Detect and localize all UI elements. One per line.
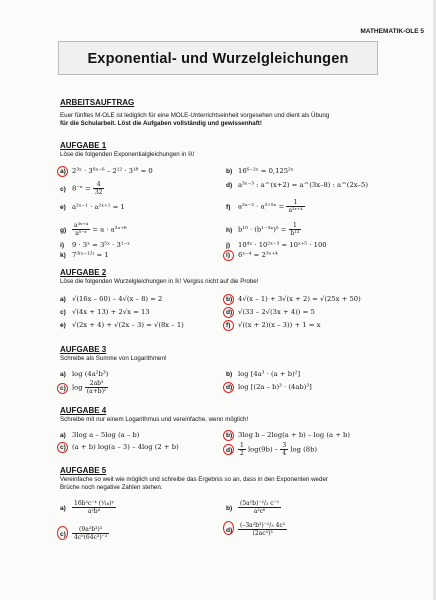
aufgabe2-d <box>226 308 315 316</box>
equation: 10⁴ˣ · 10²ˣ⁻³ = 10ˣ⁺⁵ · 100 <box>238 241 327 249</box>
circle-mark <box>223 320 234 331</box>
aufgabe4-instruction: Schreibe mit nur einem Logarithmus und vereinfache, wenn möglich! <box>60 416 249 423</box>
item-label: a) <box>60 432 66 439</box>
aufgabe2-f <box>226 321 320 329</box>
aufgabe1-a <box>60 167 153 175</box>
aufgabe4-a <box>60 431 139 439</box>
item-label: a) <box>60 371 66 378</box>
aufgabe1-f <box>226 199 305 214</box>
aufgabe4-c <box>60 443 179 451</box>
aufgabe2-c <box>60 308 150 316</box>
item-label: d) <box>226 182 233 189</box>
numerator: (5a²b)⁻²/₃ c⁻¹ <box>240 500 280 507</box>
denominator: a⁵⁻ˣ <box>75 230 87 237</box>
fraction <box>289 222 302 237</box>
fraction <box>85 380 109 395</box>
aufgabe1-instruction: Löse die folgenden Exponentialgleichungen in ℝ! <box>60 151 195 158</box>
circle-mark <box>223 382 234 393</box>
aufgabe1-g <box>60 222 127 237</box>
expression-left: log <box>72 383 83 392</box>
circle-mark <box>57 166 68 177</box>
aufgabe3-heading: AUFGABE 3 <box>60 345 107 354</box>
circle-mark <box>57 383 68 394</box>
aufgabe5-d <box>226 522 287 537</box>
aufgabe1-j <box>226 241 327 249</box>
denominator: 2 <box>240 450 244 457</box>
item-label: c) <box>60 309 66 316</box>
item-label: i) <box>60 242 65 249</box>
circle-mark <box>223 521 234 535</box>
header-course-label: MATHEMATIK-OLE 5 <box>360 28 424 35</box>
fraction <box>280 442 288 457</box>
equation: √(4x + 13) + 2√x = 13 <box>72 308 150 316</box>
aufgabe5-heading: AUFGABE 5 <box>60 466 107 475</box>
fraction <box>286 199 304 214</box>
aufgabe2-a <box>60 295 162 303</box>
aufgabe1-i <box>60 241 130 249</box>
arbeitsauftrag-line-2: für die Schularbeit. Löst die Aufgaben vollständig und gewissenhaft! <box>60 120 262 127</box>
denominator: 4 <box>282 450 287 457</box>
aufgabe2-e <box>60 321 184 329</box>
equation-left: 8⁻ˣ = <box>72 184 91 193</box>
equation: 7³⁽ˣ⁻¹²⁾ = 1 <box>72 251 109 259</box>
item-label: g) <box>60 226 67 234</box>
item-label: e) <box>60 322 66 329</box>
equation: √((x + 2)(x – 3)) + 1 = x <box>238 321 321 329</box>
item-label: c) <box>60 384 66 392</box>
denominator: 4c⁵(64c³)⁻² <box>74 534 108 541</box>
numerator: a³ˣ⁺⁴ <box>74 222 89 229</box>
circle-mark <box>223 307 234 318</box>
circle-mark <box>223 444 234 455</box>
denominator: b¹³ <box>290 230 300 237</box>
aufgabe5-instruction-1: Vereinfache so weit wie möglich und schreibe das Ergebnis so an, dass in den Exponenten weder <box>60 476 328 483</box>
denominator: a²ˣ⁺⁴ <box>288 207 303 214</box>
equation: √(2x + 4) + √(2x – 3) = √(8x – 1) <box>72 321 184 329</box>
numerator: 3 <box>282 442 287 449</box>
numerator: 16b²c⁻⁴ (¹⁄₁₆)ᵞ <box>74 500 114 507</box>
numerator: 1 <box>289 222 302 230</box>
aufgabe4-d <box>226 442 317 457</box>
equation-left: b¹⁰ · (b¹⁻³ˣ)⁵ = <box>238 225 287 234</box>
denominator: (2ac³)³ <box>252 530 273 537</box>
expression: 3log b – 2log(a + b) – log (a + b) <box>238 431 351 439</box>
numerator: 4 <box>93 181 105 189</box>
equation-left: a²ˣ⁻² · a³⁺⁵ˣ = <box>238 202 285 211</box>
expression: log [4a³ · (a + b)²] <box>238 370 301 378</box>
aufgabe1-c <box>60 181 104 196</box>
aufgabe4-heading: AUFGABE 4 <box>60 406 107 415</box>
fraction <box>72 222 90 237</box>
item-label: d) <box>226 526 233 534</box>
fraction <box>72 500 116 515</box>
arbeitsauftrag-line-1: Euer fünftes M-OLE ist lediglich für eine MOLE-Unterrichtseinheit vorgesehen und dient als Übung <box>60 112 330 119</box>
equation: √(16x – 60) – 4√(x – 8) = 2 <box>72 295 163 303</box>
item-label: k) <box>60 252 66 259</box>
numerator: 1 <box>286 199 304 207</box>
denominator: 32 <box>94 189 103 196</box>
item-label: b) <box>226 371 233 378</box>
aufgabe3-a <box>60 370 108 378</box>
aufgabe2-b <box>226 295 361 303</box>
equation: 4√(x – 1) + 3√(x + 2) = √(25x + 50) <box>238 295 361 303</box>
title-box <box>58 41 378 75</box>
aufgabe1-d <box>226 181 368 189</box>
expression-middle: log(9b) – <box>248 445 279 454</box>
item-label: f) <box>226 322 231 329</box>
fraction <box>93 181 105 196</box>
numerator: (9a²b³)³ <box>72 526 109 534</box>
numerator: 2ab³ <box>85 380 109 388</box>
denominator: a²b⁴ <box>87 508 101 515</box>
numerator: 1 <box>240 442 244 449</box>
equation: a³ˣ⁻³ : a^(x+2) = a^(3x–8) : a^(2x–5) <box>238 181 368 189</box>
aufgabe3-d <box>226 383 312 391</box>
expression-right: log (8b) <box>290 445 318 454</box>
item-label: d) <box>226 446 233 454</box>
equation: √(33 – 2√(3x + 4)) = 5 <box>238 308 315 316</box>
item-label: b) <box>226 432 233 439</box>
aufgabe1-e <box>60 203 125 211</box>
aufgabe1-heading: AUFGABE 1 <box>60 141 107 150</box>
page-title: Exponential- und Wurzelgleichungen <box>87 51 349 67</box>
item-label: a) <box>60 296 66 303</box>
circle-mark <box>57 526 68 540</box>
aufgabe5-instruction-2: Brüche noch negative Zahlen stehen. <box>60 484 163 491</box>
aufgabe1-h <box>226 222 301 237</box>
fraction <box>238 522 287 537</box>
arbeitsauftrag-heading: ARBEITSAUFTRAG <box>60 98 135 107</box>
circle-mark <box>223 430 234 441</box>
aufgabe2-heading: AUFGABE 2 <box>60 268 107 277</box>
aufgabe5-a <box>60 500 116 515</box>
denominator: a²c⁶ <box>253 508 266 515</box>
item-label: c) <box>60 444 66 451</box>
equation-right: = a · a²ˣ⁺⁶ <box>92 225 127 234</box>
item-label: b) <box>226 168 233 175</box>
equation: 16⁶⁻²ˣ = 0,125²ˣ <box>238 167 294 175</box>
expression: log [(2a – b)³ · (4ab)³] <box>238 383 312 391</box>
fraction <box>238 500 281 515</box>
item-label: d) <box>226 309 233 316</box>
aufgabe3-instruction: Schreibe als Summe von Logarithmen! <box>60 355 167 362</box>
numerator: (–3a²b³)⁻²/₃ 4c² <box>240 522 286 529</box>
circle-mark <box>223 250 234 261</box>
item-label: d) <box>226 384 233 391</box>
fraction <box>72 526 109 541</box>
aufgabe4-b <box>226 431 350 439</box>
fraction <box>238 442 246 457</box>
item-label: c) <box>60 530 66 538</box>
aufgabe5-b <box>226 500 281 515</box>
item-label: a) <box>60 168 66 175</box>
item-label: a) <box>60 504 66 512</box>
circle-mark <box>57 442 68 453</box>
aufgabe3-b <box>226 370 300 378</box>
equation: 2³ˣ · 3⁶ˣ⁻⁶ – 2¹² · 3¹⁸ = 0 <box>72 167 153 175</box>
item-label: j) <box>226 242 231 249</box>
equation: 9 · 3ˣ = 3⁵ˣ · 3¹⁻ˣ <box>72 241 130 249</box>
aufgabe2-instruction: Löse die folgenden Wurzelgleichungen in ℝ! Vergiss nicht auf die Probe! <box>60 278 259 285</box>
item-label: e) <box>60 204 66 211</box>
expression: (a + b) log(a – 3) – 4log (2 + b) <box>72 443 179 451</box>
item-label: b) <box>226 296 233 303</box>
expression: 3log a – 5log (a – b) <box>72 431 140 439</box>
expression: log (4a²b³) <box>72 370 109 378</box>
item-label: c) <box>60 185 66 193</box>
item-label: f) <box>226 203 231 211</box>
equation: 6ˣ⁻⁴ = 2³ˣ⁺⁴ <box>238 251 278 259</box>
item-label: l) <box>226 252 231 259</box>
equation: a²ˣ⁻¹ · a²ˣ⁺¹ = 1 <box>72 203 125 211</box>
aufgabe1-k <box>60 251 109 259</box>
item-label: h) <box>226 226 233 234</box>
denominator: (a+b)² <box>86 388 107 395</box>
item-label: b) <box>226 504 233 512</box>
circle-mark <box>223 294 234 305</box>
aufgabe1-b <box>226 167 294 175</box>
